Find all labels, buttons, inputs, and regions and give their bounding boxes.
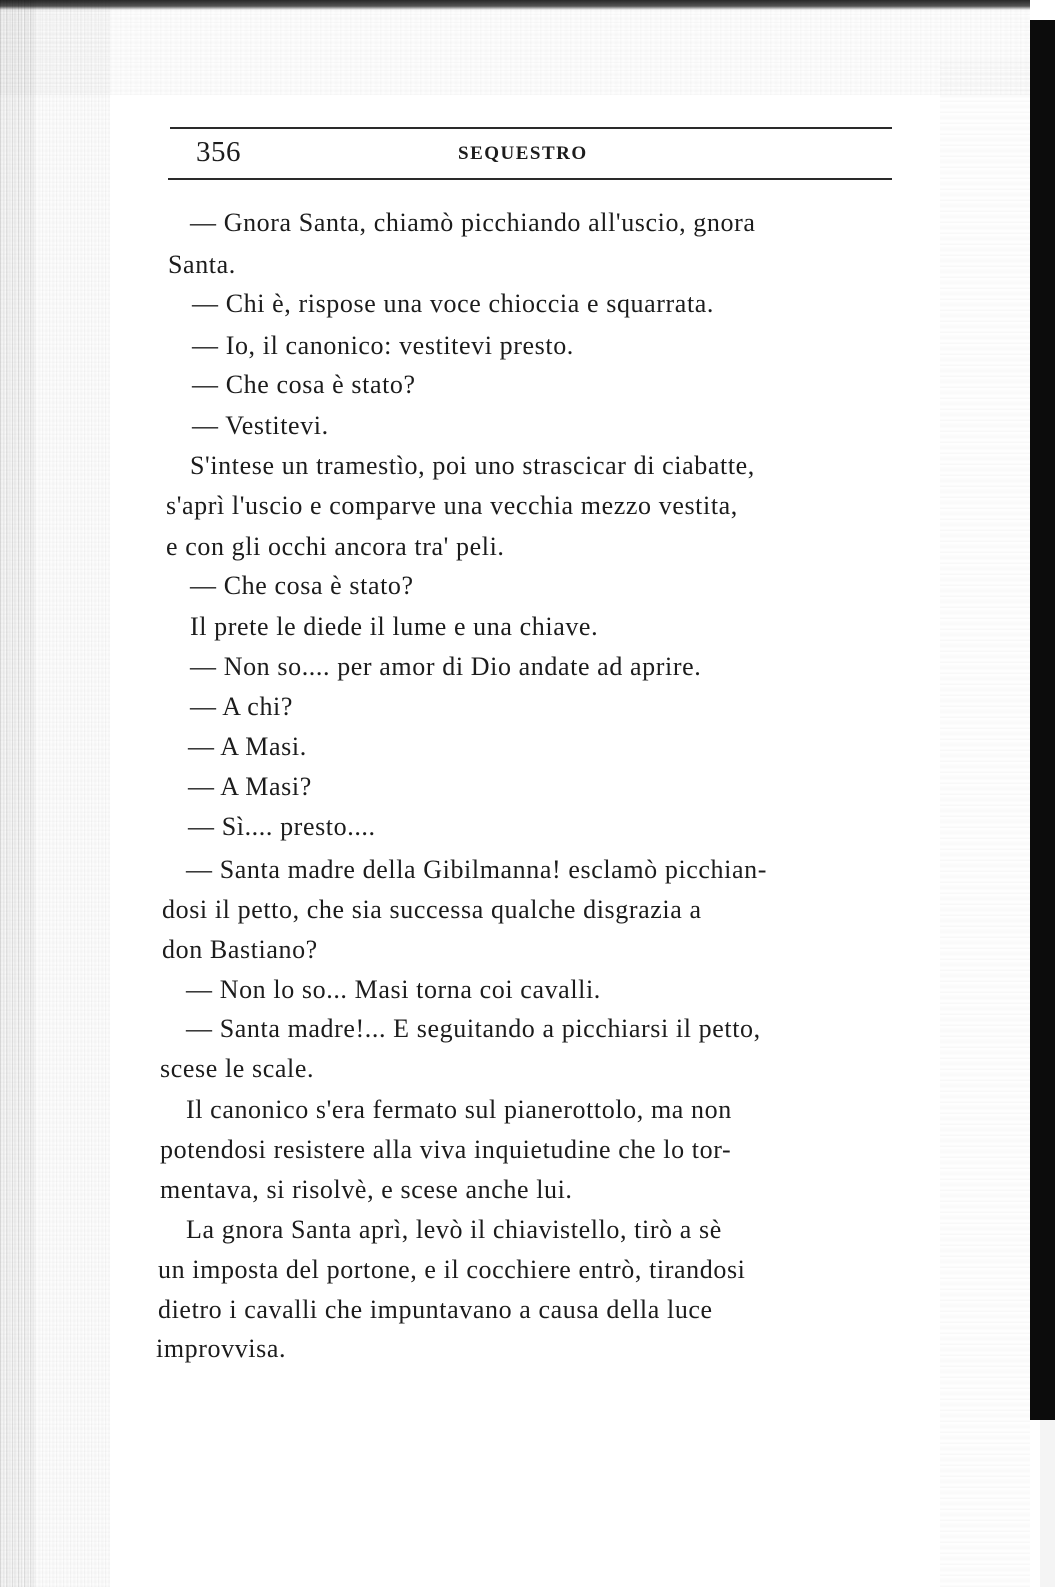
- text-line: Santa.: [168, 250, 236, 279]
- text-line: S'intese un tramestìo, poi uno strascicar di ciabatte,: [190, 451, 755, 480]
- text-line: — Vestitevi.: [192, 411, 329, 440]
- text-line: un imposta del portone, e il cocchiere entrò, tirandosi: [158, 1255, 746, 1284]
- page-number: 356: [196, 136, 241, 168]
- text-line: improvvisa.: [156, 1334, 287, 1363]
- text-line: scese le scale.: [160, 1054, 315, 1083]
- text-line: — Santa madre della Gibilmanna! esclamò picchian-: [186, 855, 767, 884]
- text-line: — Non so.... per amor di Dio andate ad aprire.: [190, 652, 702, 681]
- text-line: — Che cosa è stato?: [192, 370, 416, 399]
- text-line: dosi il petto, che sia successa qualche disgrazia a: [162, 895, 702, 924]
- text-line: potendosi resistere alla viva inquietudine che lo tor-: [160, 1135, 732, 1164]
- text-line: Il canonico s'era fermato sul pianerottolo, ma non: [186, 1095, 732, 1124]
- text-line: — Non lo so... Masi torna coi cavalli.: [186, 975, 601, 1004]
- text-line: mentava, si risolvè, e scese anche lui.: [160, 1175, 573, 1204]
- text-line: — Gnora Santa, chiamò picchiando all'uscio, gnora: [190, 208, 756, 237]
- text-line: — Sì.... presto....: [188, 812, 376, 841]
- text-line: s'aprì l'uscio e comparve una vecchia mezzo vestita,: [166, 491, 738, 520]
- text-line: e con gli occhi ancora tra' peli.: [166, 532, 505, 561]
- text-line: — Che cosa è stato?: [190, 571, 414, 600]
- running-title: SEQUESTRO: [458, 143, 588, 164]
- text-line: — Santa madre!... E seguitando a picchiarsi il petto,: [186, 1014, 761, 1043]
- text-line: — Io, il canonico: vestitevi presto.: [192, 331, 574, 360]
- text-line: La gnora Santa aprì, levò il chiavistello, tirò a sè: [186, 1215, 722, 1244]
- text-line: dietro i cavalli che impuntavano a causa della luce: [158, 1295, 713, 1324]
- text-line: — Chi è, rispose una voce chioccia e squarrata.: [192, 289, 715, 318]
- header-rule-top: [170, 127, 892, 129]
- text-line: don Bastiano?: [162, 935, 318, 964]
- text-line: Il prete le diede il lume e una chiave.: [190, 612, 599, 641]
- text-line: — A chi?: [190, 692, 294, 721]
- text-line: — A Masi?: [188, 772, 312, 801]
- header-rule-bottom: [168, 178, 892, 180]
- text-line: — A Masi.: [188, 732, 307, 761]
